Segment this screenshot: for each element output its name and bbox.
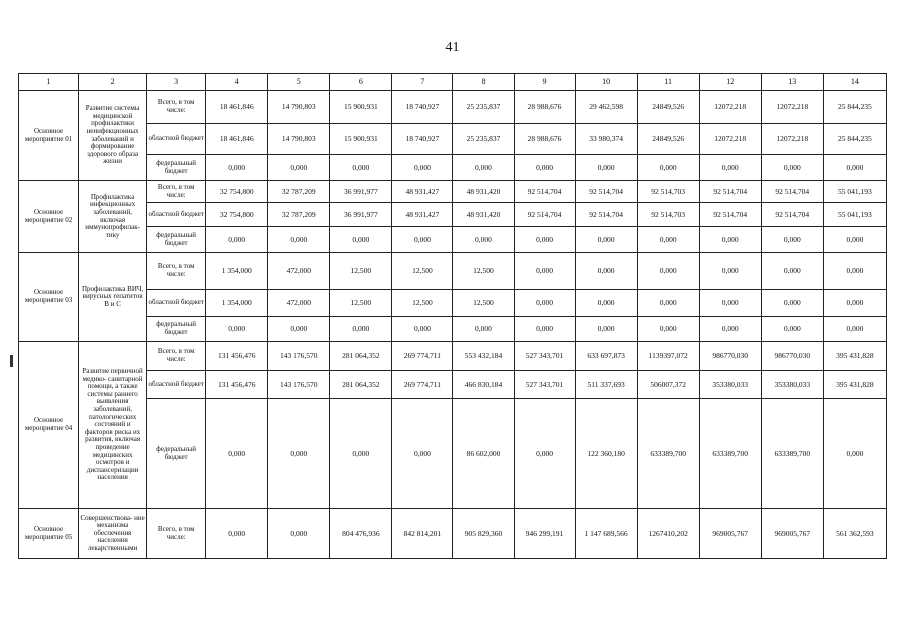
table-row (19, 399, 887, 509)
amount-cell: 92 514,704 (761, 181, 823, 203)
amount-cell: 0,000 (699, 317, 761, 342)
amount-cell: 32 787,209 (268, 181, 330, 203)
amount-cell: 0,000 (575, 155, 637, 181)
amount-cell: 25 844,235 (823, 91, 886, 124)
amount-cell: 33 980,374 (575, 124, 637, 155)
amount-cell: 0,000 (453, 155, 514, 181)
amount-cell: 0,000 (761, 253, 823, 290)
amount-cell: 86 602,000 (453, 399, 514, 509)
amount-cell: 633389,700 (699, 399, 761, 509)
table-row (19, 91, 887, 124)
amount-cell: 36 991,977 (330, 203, 392, 227)
table-row (19, 155, 887, 181)
budget-table (18, 73, 887, 559)
amount-cell: 0,000 (637, 290, 699, 317)
amount-cell: 18 740,927 (392, 91, 453, 124)
funding-source-cell: федеральный бюджет (147, 399, 206, 509)
amount-cell: 92 514,704 (575, 203, 637, 227)
table-row (19, 509, 887, 559)
amount-cell: 269 774,711 (392, 342, 453, 371)
amount-cell: 527 343,701 (514, 342, 575, 371)
table-row (19, 124, 887, 155)
amount-cell: 48 931,427 (392, 203, 453, 227)
amount-cell: 25 235,837 (453, 124, 514, 155)
column-header: 2 (79, 74, 147, 91)
amount-cell: 12072,218 (761, 91, 823, 124)
amount-cell: 553 432,184 (453, 342, 514, 371)
amount-cell: 633389,700 (637, 399, 699, 509)
amount-cell: 0,000 (330, 317, 392, 342)
amount-cell: 0,000 (761, 155, 823, 181)
amount-cell: 1 354,000 (206, 290, 268, 317)
activity-code-cell: Основное мероприятие 03 (19, 253, 79, 342)
margin-mark (10, 355, 13, 367)
amount-cell: 0,000 (268, 155, 330, 181)
table-row (19, 203, 887, 227)
amount-cell: 25 844,235 (823, 124, 886, 155)
amount-cell: 0,000 (268, 227, 330, 253)
column-header: 5 (268, 74, 330, 91)
amount-cell: 32 754,800 (206, 203, 268, 227)
amount-cell: 0,000 (575, 290, 637, 317)
amount-cell: 946 299,191 (514, 509, 575, 559)
amount-cell: 92 514,704 (761, 203, 823, 227)
amount-cell: 32 787,209 (268, 203, 330, 227)
amount-cell: 92 514,704 (699, 181, 761, 203)
amount-cell: 143 176,570 (268, 371, 330, 399)
amount-cell: 0,000 (699, 155, 761, 181)
amount-cell: 281 064,352 (330, 371, 392, 399)
funding-source-cell: Всего, в том числе: (147, 509, 206, 559)
amount-cell: 353380,033 (699, 371, 761, 399)
amount-cell: 0,000 (823, 227, 886, 253)
amount-cell: 0,000 (575, 317, 637, 342)
amount-cell: 12,500 (330, 290, 392, 317)
funding-source-cell: федеральный бюджет (147, 155, 206, 181)
funding-source-cell: областной бюджет (147, 371, 206, 399)
amount-cell: 0,000 (392, 399, 453, 509)
amount-cell: 281 064,352 (330, 342, 392, 371)
amount-cell: 0,000 (637, 253, 699, 290)
column-header: 3 (147, 74, 206, 91)
column-header: 1 (19, 74, 79, 91)
amount-cell: 0,000 (514, 399, 575, 509)
amount-cell: 12072,218 (699, 124, 761, 155)
amount-cell: 0,000 (637, 227, 699, 253)
amount-cell: 32 754,800 (206, 181, 268, 203)
funding-source-cell: Всего, в том числе: (147, 91, 206, 124)
amount-cell: 12,500 (453, 290, 514, 317)
amount-cell: 122 360,180 (575, 399, 637, 509)
amount-cell: 1139397,072 (637, 342, 699, 371)
amount-cell: 0,000 (575, 227, 637, 253)
amount-cell: 0,000 (514, 253, 575, 290)
amount-cell: 28 988,676 (514, 91, 575, 124)
amount-cell: 466 830,184 (453, 371, 514, 399)
amount-cell: 0,000 (514, 227, 575, 253)
amount-cell: 561 362,593 (823, 509, 886, 559)
amount-cell: 55 041,193 (823, 181, 886, 203)
amount-cell: 472,000 (268, 290, 330, 317)
amount-cell: 15 900,931 (330, 124, 392, 155)
amount-cell: 0,000 (206, 509, 268, 559)
table-row (19, 290, 887, 317)
amount-cell: 48 931,420 (453, 181, 514, 203)
amount-cell: 804 476,936 (330, 509, 392, 559)
amount-cell: 0,000 (330, 399, 392, 509)
table-row (19, 253, 887, 290)
amount-cell: 0,000 (761, 290, 823, 317)
amount-cell: 0,000 (823, 253, 886, 290)
amount-cell: 0,000 (637, 317, 699, 342)
amount-cell: 986770,030 (761, 342, 823, 371)
amount-cell: 0,000 (699, 290, 761, 317)
table-row (19, 371, 887, 399)
amount-cell: 0,000 (206, 317, 268, 342)
amount-cell: 0,000 (453, 227, 514, 253)
header-row (19, 74, 887, 91)
column-header: 4 (206, 74, 268, 91)
amount-cell: 12,500 (392, 253, 453, 290)
amount-cell: 143 176,570 (268, 342, 330, 371)
amount-cell: 92 514,704 (514, 181, 575, 203)
amount-cell: 55 041,193 (823, 203, 886, 227)
amount-cell: 986770,030 (699, 342, 761, 371)
amount-cell: 0,000 (699, 227, 761, 253)
amount-cell: 527 343,701 (514, 371, 575, 399)
amount-cell: 92 514,703 (637, 181, 699, 203)
amount-cell: 29 462,598 (575, 91, 637, 124)
funding-source-cell: областной бюджет (147, 124, 206, 155)
amount-cell: 0,000 (392, 227, 453, 253)
amount-cell: 269 774,711 (392, 371, 453, 399)
amount-cell: 0,000 (514, 317, 575, 342)
column-header: 6 (330, 74, 392, 91)
funding-source-cell: федеральный бюджет (147, 227, 206, 253)
funding-source-cell: областной бюджет (147, 290, 206, 317)
amount-cell: 633 697,873 (575, 342, 637, 371)
amount-cell: 15 900,931 (330, 91, 392, 124)
amount-cell: 131 456,476 (206, 342, 268, 371)
amount-cell: 0,000 (330, 227, 392, 253)
amount-cell: 24849,526 (637, 124, 699, 155)
column-header: 12 (699, 74, 761, 91)
amount-cell: 0,000 (268, 509, 330, 559)
amount-cell: 506007,372 (637, 371, 699, 399)
funding-source-cell: областной бюджет (147, 203, 206, 227)
amount-cell: 0,000 (206, 227, 268, 253)
amount-cell: 0,000 (761, 227, 823, 253)
funding-source-cell: Всего, в том числе: (147, 253, 206, 290)
amount-cell: 842 814,201 (392, 509, 453, 559)
column-header: 13 (761, 74, 823, 91)
amount-cell: 633389,700 (761, 399, 823, 509)
amount-cell: 0,000 (823, 399, 886, 509)
activity-code-cell: Основное мероприятие 02 (19, 181, 79, 253)
column-header: 9 (514, 74, 575, 91)
amount-cell: 48 931,420 (453, 203, 514, 227)
column-header: 10 (575, 74, 637, 91)
amount-cell: 92 514,704 (575, 181, 637, 203)
amount-cell: 24849,526 (637, 91, 699, 124)
amount-cell: 12,500 (392, 290, 453, 317)
amount-cell: 969005,767 (699, 509, 761, 559)
amount-cell: 0,000 (823, 155, 886, 181)
amount-cell: 0,000 (823, 317, 886, 342)
amount-cell: 0,000 (268, 399, 330, 509)
amount-cell: 18 740,927 (392, 124, 453, 155)
amount-cell: 353380,033 (761, 371, 823, 399)
activity-name-cell: Развитие первичной медико- санитарной помощи, а также системы раннего выявления заболеваний, патологических состояний и факторов риска их развития, включая проведение медицинских осмотров и диспансеризации населения (79, 342, 147, 509)
amount-cell: 0,000 (453, 317, 514, 342)
table-row (19, 317, 887, 342)
activity-name-cell: Совершенствова- ние механизма обеспечения населения лекарственными (79, 509, 147, 559)
amount-cell: 1267410,202 (637, 509, 699, 559)
activity-name-cell: Профилактика ВИЧ, вирусных гепатитов В и С (79, 253, 147, 342)
amount-cell: 14 790,803 (268, 91, 330, 124)
amount-cell: 0,000 (206, 155, 268, 181)
column-header: 11 (637, 74, 699, 91)
amount-cell: 12072,218 (761, 124, 823, 155)
amount-cell: 395 431,828 (823, 371, 886, 399)
amount-cell: 472,000 (268, 253, 330, 290)
amount-cell: 0,000 (514, 155, 575, 181)
funding-source-cell: Всего, в том числе: (147, 342, 206, 371)
amount-cell: 36 991,977 (330, 181, 392, 203)
amount-cell: 0,000 (823, 290, 886, 317)
activity-code-cell: Основное мероприятие 01 (19, 91, 79, 181)
amount-cell: 0,000 (330, 155, 392, 181)
column-header: 8 (453, 74, 514, 91)
funding-source-cell: федеральный бюджет (147, 317, 206, 342)
amount-cell: 92 514,704 (699, 203, 761, 227)
amount-cell: 969005,767 (761, 509, 823, 559)
table-row (19, 227, 887, 253)
amount-cell: 1 354,000 (206, 253, 268, 290)
page-number: 41 (445, 40, 460, 55)
amount-cell: 0,000 (575, 253, 637, 290)
amount-cell: 0,000 (514, 290, 575, 317)
activity-code-cell: Основное мероприятие 05 (19, 509, 79, 559)
amount-cell: 28 988,676 (514, 124, 575, 155)
table-row (19, 181, 887, 203)
amount-cell: 25 235,837 (453, 91, 514, 124)
amount-cell: 92 514,703 (637, 203, 699, 227)
amount-cell: 0,000 (637, 155, 699, 181)
amount-cell: 0,000 (699, 253, 761, 290)
amount-cell: 1 147 689,566 (575, 509, 637, 559)
amount-cell: 12,500 (453, 253, 514, 290)
activity-name-cell: Развитие системы медицинской профилактики неинфекционных заболеваний и формирование здорового образа жизни (79, 91, 147, 181)
amount-cell: 511 337,693 (575, 371, 637, 399)
column-header: 14 (823, 74, 886, 91)
amount-cell: 0,000 (392, 155, 453, 181)
amount-cell: 12072,218 (699, 91, 761, 124)
activity-code-cell: Основное мероприятие 04 (19, 342, 79, 509)
amount-cell: 48 931,427 (392, 181, 453, 203)
amount-cell: 905 829,360 (453, 509, 514, 559)
amount-cell: 0,000 (392, 317, 453, 342)
column-header: 7 (392, 74, 453, 91)
activity-name-cell: Профилактика инфекционных заболеваний, включая иммунопрофилак- тику (79, 181, 147, 253)
funding-source-cell: Всего, в том числе: (147, 181, 206, 203)
amount-cell: 92 514,704 (514, 203, 575, 227)
amount-cell: 18 461,846 (206, 124, 268, 155)
table-row (19, 342, 887, 371)
amount-cell: 395 431,828 (823, 342, 886, 371)
amount-cell: 131 456,476 (206, 371, 268, 399)
amount-cell: 0,000 (761, 317, 823, 342)
amount-cell: 14 790,803 (268, 124, 330, 155)
amount-cell: 0,000 (268, 317, 330, 342)
amount-cell: 12,500 (330, 253, 392, 290)
amount-cell: 0,000 (206, 399, 268, 509)
amount-cell: 18 461,846 (206, 91, 268, 124)
